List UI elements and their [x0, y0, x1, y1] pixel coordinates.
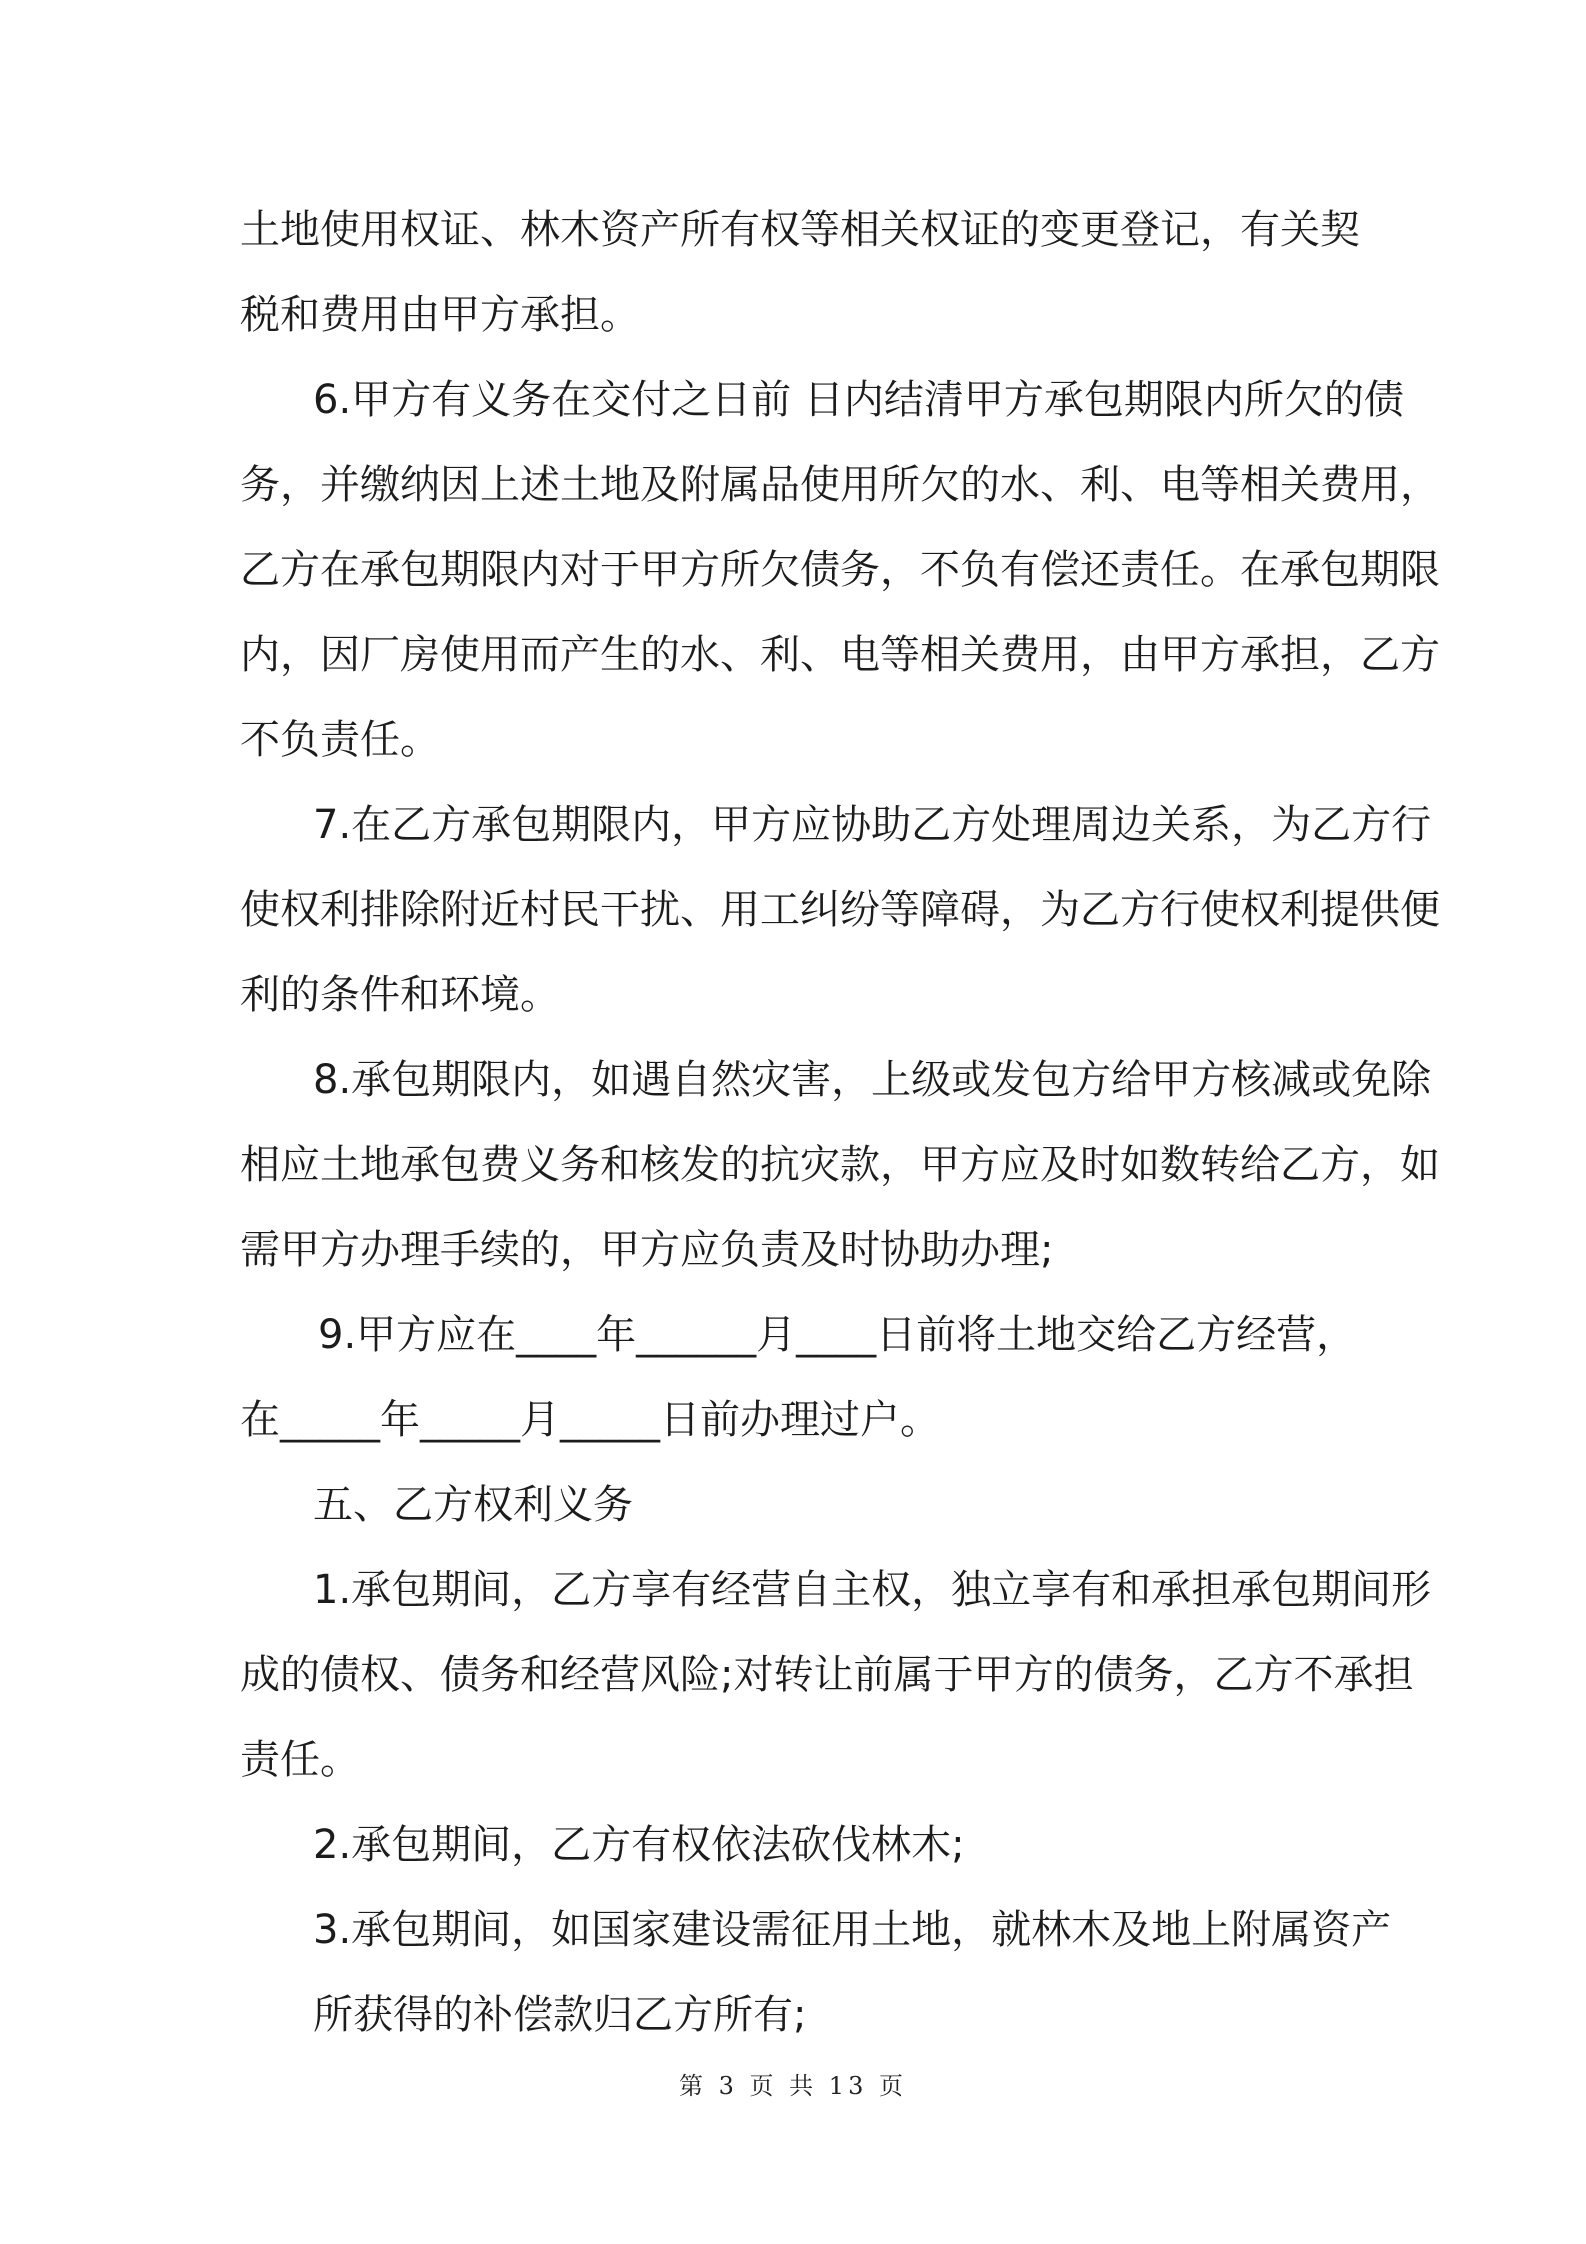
text-line: 2.承包期间，乙方有权依法砍伐林木; — [313, 1822, 965, 1868]
text-line: 土地使用权证、林木资产所有权等相关权证的变更登记，有关契 — [240, 207, 1360, 253]
text-line: 利的条件和环境。 — [240, 972, 560, 1018]
text-line: 需甲方办理手续的，甲方应负责及时协助办理; — [240, 1227, 1054, 1273]
text-line: 8.承包期限内，如遇自然灾害，上级或发包方给甲方核减或免除 — [313, 1057, 1432, 1103]
text-line: 相应土地承包费义务和核发的抗灾款，甲方应及时如数转给乙方，如 — [240, 1142, 1440, 1188]
text-line: 1.承包期间，乙方享有经营自主权，独立享有和承担承包期间形 — [313, 1567, 1432, 1613]
text-line: 乙方在承包期限内对于甲方所欠债务，不负有偿还责任。在承包期限 — [240, 547, 1440, 593]
text-line: 成的债权、债务和经营风险;对转让前属于甲方的债务，乙方不承担 — [240, 1652, 1414, 1698]
text-line: 所获得的补偿款归乙方所有; — [313, 1992, 807, 2038]
text-line: 不负责任。 — [240, 717, 440, 763]
text-line: 9.甲方应在____年______月____日前将土地交给乙方经营， — [318, 1312, 1357, 1358]
page-number-footer: 第 3 页 共 13 页 — [679, 2072, 907, 2100]
text-line: 3.承包期间，如国家建设需征用土地，就林木及地上附属资产 — [313, 1907, 1392, 1953]
text-line: 内，因厂房使用而产生的水、利、电等相关费用，由甲方承担，乙方 — [240, 632, 1440, 678]
text-line: 使权利排除附近村民干扰、用工纠纷等障碍，为乙方行使权利提供便 — [240, 887, 1440, 933]
text-line: 7.在乙方承包期限内，甲方应协助乙方处理周边关系，为乙方行 — [313, 802, 1432, 848]
text-line: 税和费用由甲方承担。 — [240, 292, 640, 338]
text-line: 6.甲方有义务在交付之日前 日内结清甲方承包期限内所欠的债 — [313, 377, 1404, 423]
section-heading: 五、乙方权利义务 — [313, 1482, 633, 1528]
text-line: 务，并缴纳因上述土地及附属品使用所欠的水、利、电等相关费用， — [240, 462, 1440, 508]
text-line: 在_____年_____月_____日前办理过户。 — [240, 1397, 940, 1443]
text-line: 责任。 — [240, 1737, 360, 1783]
